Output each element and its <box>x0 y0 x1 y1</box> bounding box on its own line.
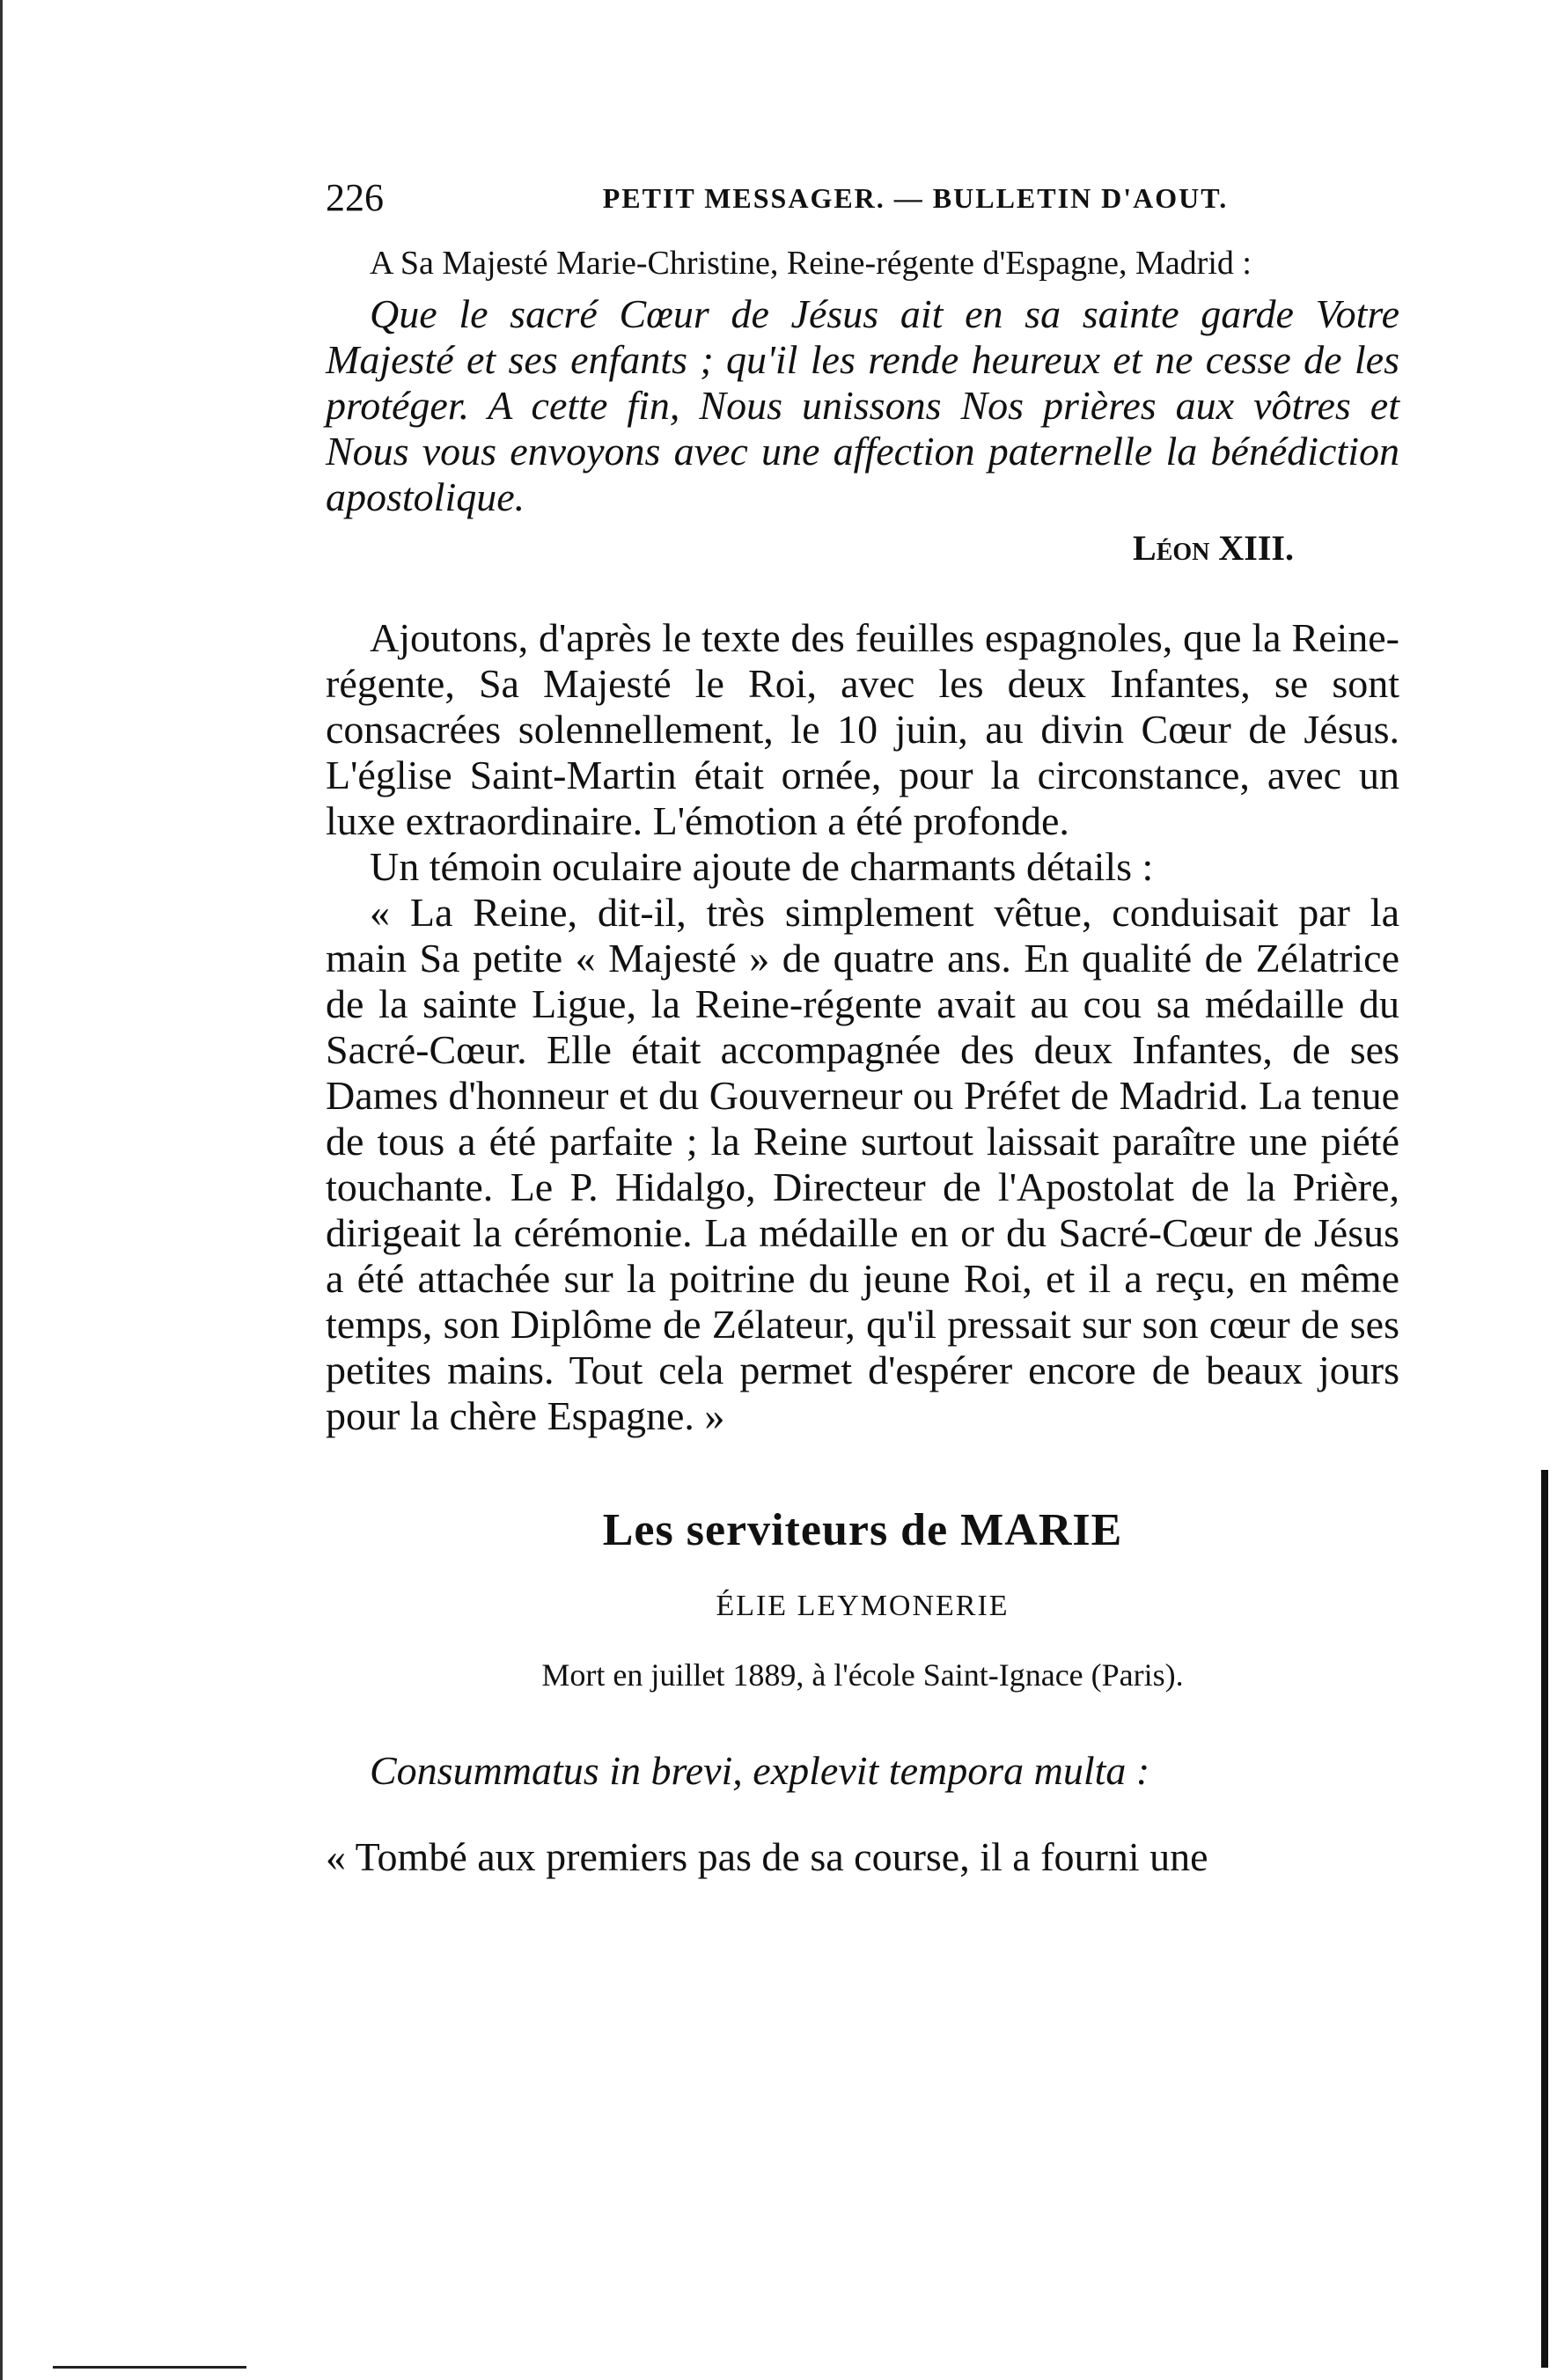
binding-edge <box>0 0 15 2380</box>
section-title: Les serviteurs de MARIE <box>602 1505 1123 1555</box>
running-head: PETIT MESSAGER. — BULLETIN D'AOUT. <box>602 182 1229 214</box>
page-header <box>326 172 1399 224</box>
letter-address: A Sa Majesté Marie-Christine, Reine-régente d'Espagne, Madrid : <box>370 245 1252 282</box>
letter-body: Que le sacré Cœur de Jésus ait en sa sainte garde Votre Majesté et ses enfants ; qu'il les rende heureux et ne cesse de les protéger. A cette fin, Nous unissons Nos prières aux vôtres et Nous vous envoyons avec une affection paternelle la bénédiction apostolique. <box>326 291 1399 519</box>
paragraph-witness-account: « La Reine, dit-il, très simplement vêtue, conduisait par la main Sa petite « Majesté » de quatre ans. En qualité de Zélatrice de la sainte Ligue, la Reine-régente avait au cou sa médaille du Sacré-Cœur. Elle était accompagnée des deux Infantes, de ses Dames d'honneur et du Gouverneur ou Préfet de Madrid. La tenue de tous a été parfaite ; la Reine surtout laissait paraître une piété touchante. Le P. Hidalgo, Directeur de l'Apostolat de la Prière, dirigeait la cérémonie. La médaille en or du Sacré-Cœur de Jésus a été attachée sur la poitrine du jeune Roi, et il a reçu, en même temps, son Diplôme de Zélateur, qu'il pressait sur son cœur de ses petites mains. Tout cela permet d'espérer encore de beaux jours pour la chère Espagne. » <box>326 890 1399 1438</box>
book-page <box>326 172 1399 1880</box>
page-number: 226 <box>326 176 384 219</box>
latin-epigraph: Consummatus in brevi, explevit tempora multa : <box>370 1748 1150 1793</box>
letter-signature: Léon XIII. <box>1133 528 1294 568</box>
scan-bottom-rule <box>53 2366 246 2369</box>
paragraph-consecration: Ajoutons, d'après le texte des feuilles espagnoles, que la Reine-régente, Sa Majesté le Roi, avec les deux Infantes, se sont consacrées solennellement, le 10 juin, au divin Cœur de Jésus. L'église Saint-Martin était ornée, pour la circonstance, avec un luxe extraordinaire. L'émotion a été profonde. <box>326 615 1399 843</box>
subject-death-notice: Mort en juillet 1889, à l'école Saint-Ignace (Paris). <box>541 1657 1184 1693</box>
subject-name: ÉLIE LEYMONERIE <box>716 1590 1010 1622</box>
continuation-line: « Tombé aux premiers pas de sa course, il a fourni une <box>326 1834 1208 1879</box>
paragraph-witness-intro: Un témoin oculaire ajoute de charmants détails : <box>370 844 1154 889</box>
scan-edge-shadow <box>1541 1470 1548 2368</box>
